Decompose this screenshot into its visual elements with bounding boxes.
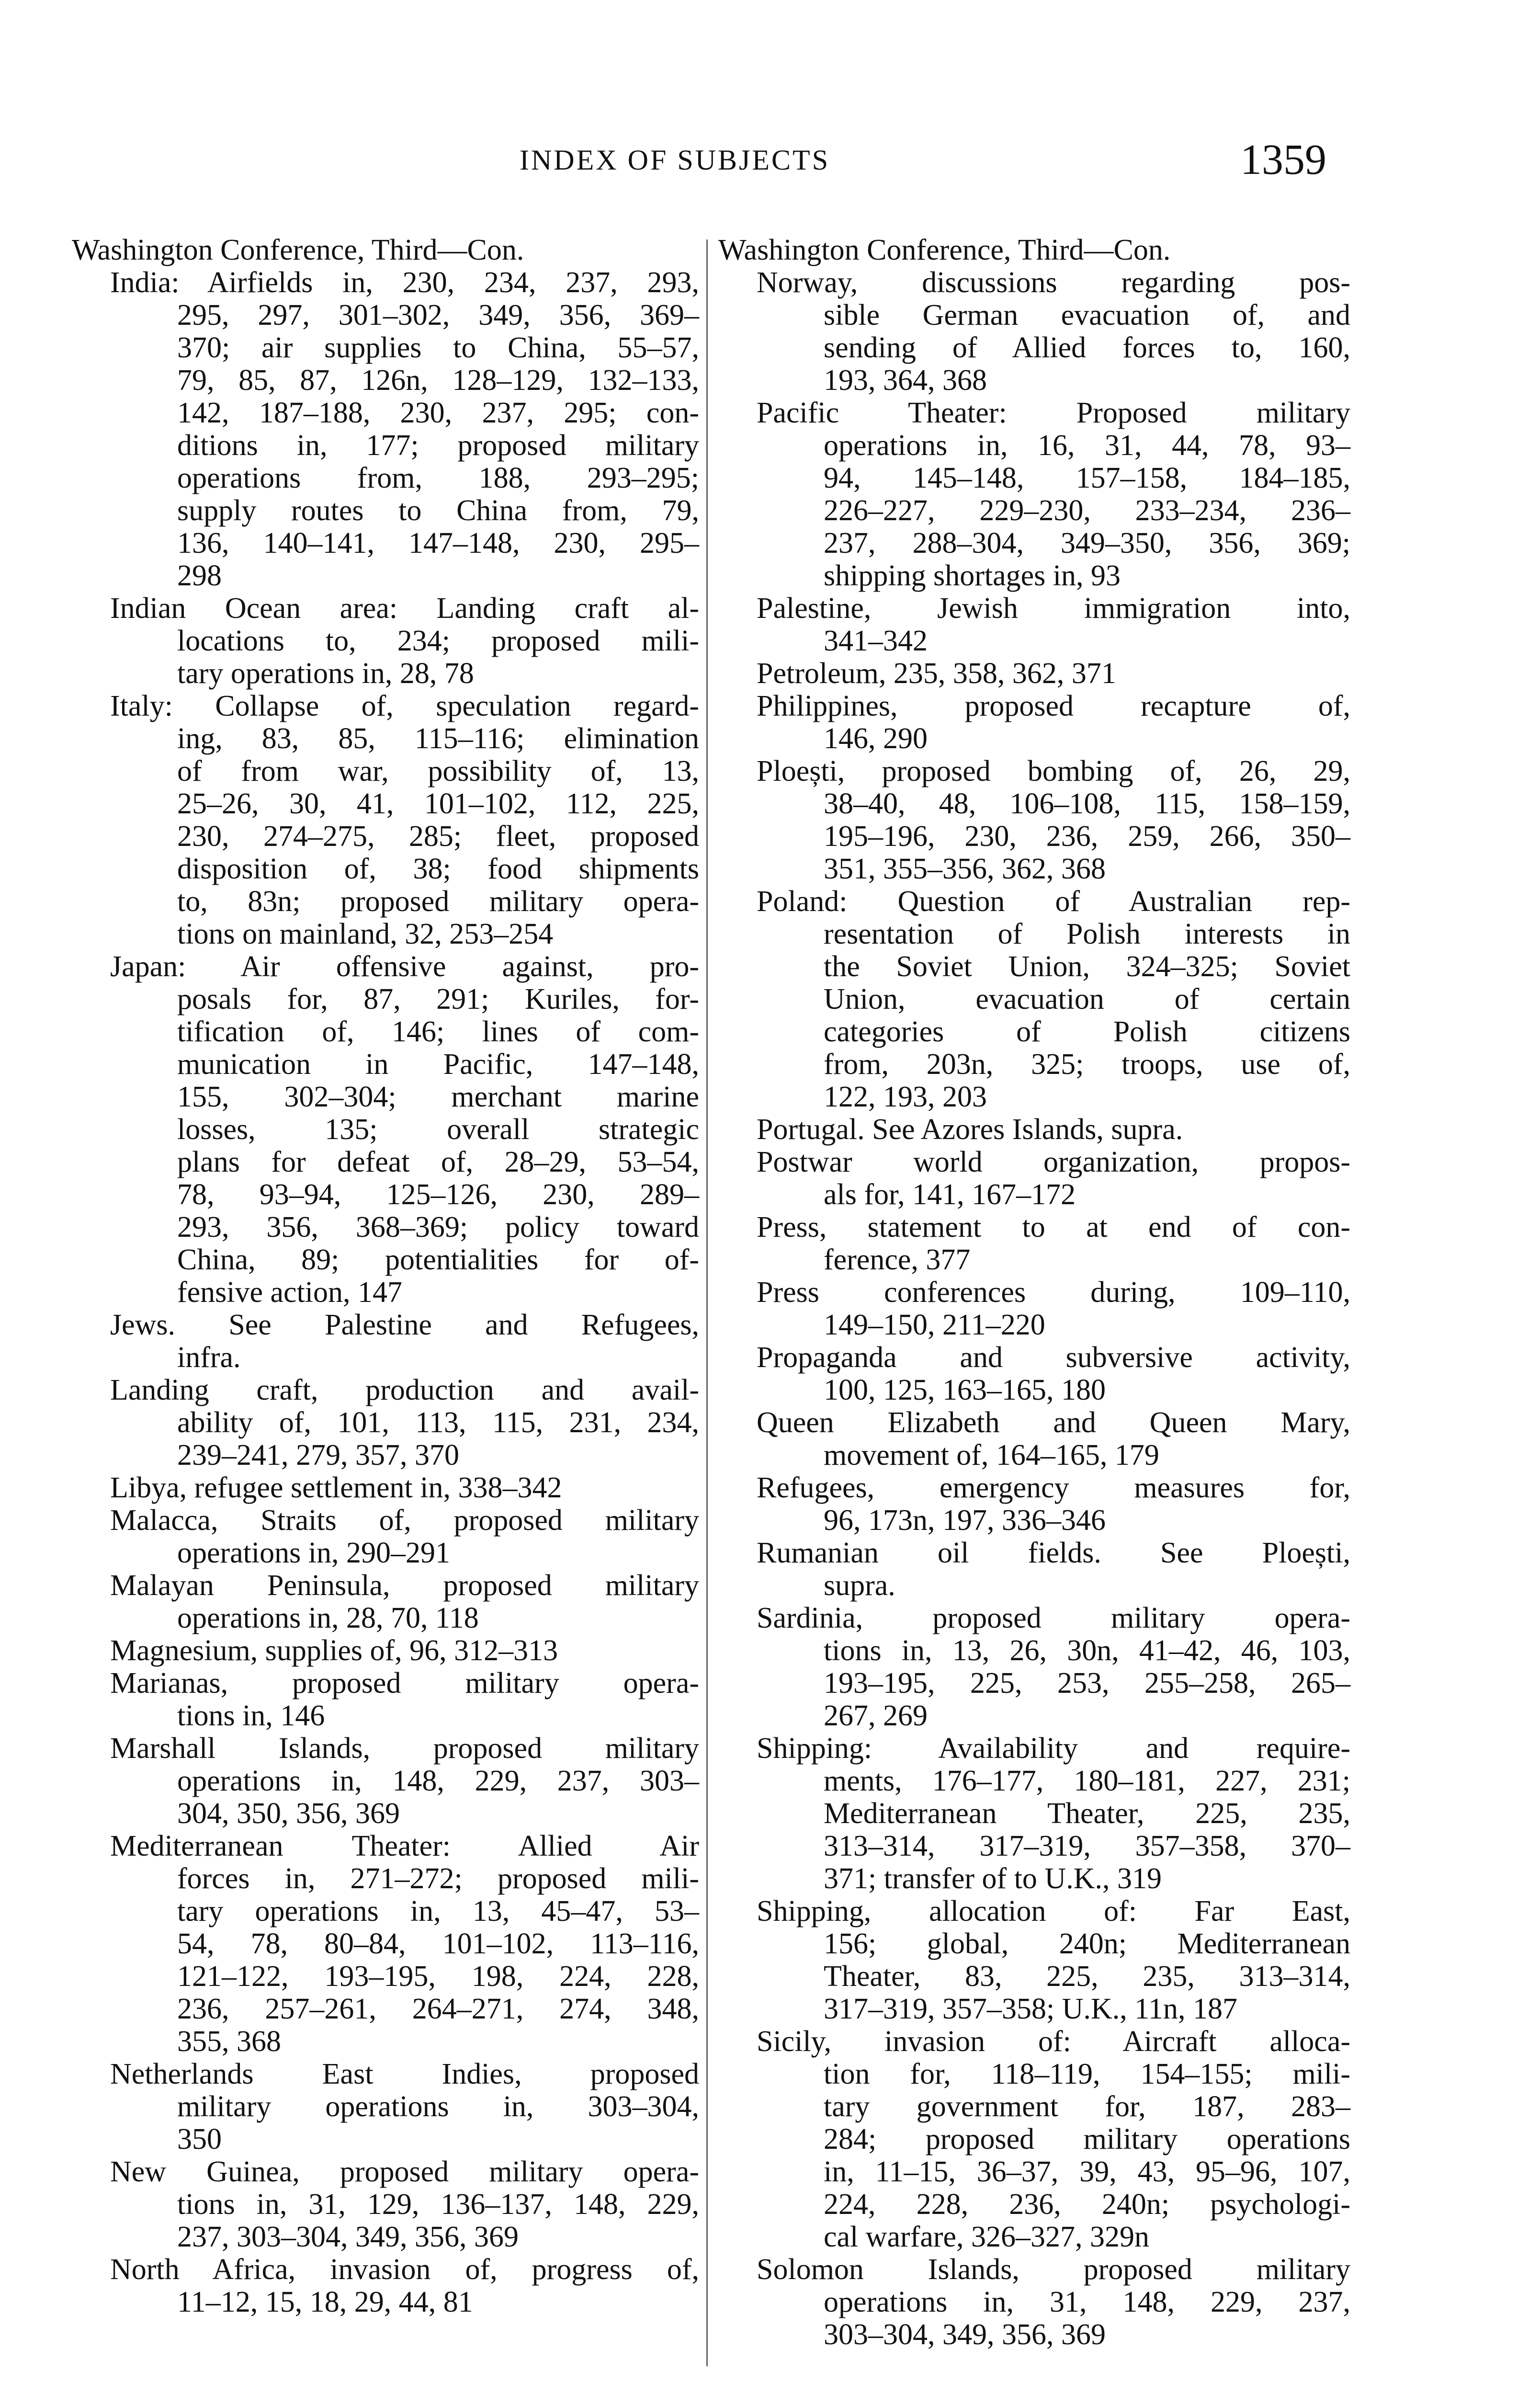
index-entry-line: tary operations in, 28, 78: [177, 657, 474, 690]
index-entry: [110, 1569, 699, 1634]
index-entry-line: 370; air supplies to China, 55–57,: [177, 331, 699, 364]
index-entry-line: North Africa, invasion of, progress of,: [110, 2253, 699, 2286]
index-entry-line: infra.: [177, 1341, 241, 1374]
index-entry-line: sible German evacuation of, and: [824, 299, 1350, 331]
index-entry-line: sending of Allied forces to, 160,: [824, 331, 1350, 364]
index-entry-line: shipping shortages in, 93: [824, 559, 1121, 592]
index-entry-line: ing, 83, 85, 115–116; elimination: [177, 722, 699, 755]
index-entry: [757, 1211, 1350, 1276]
index-entry-line: 350: [177, 2123, 222, 2156]
index-entry-line: 156; global, 240n; Mediterranean: [824, 1927, 1350, 1960]
index-entry-line: 304, 350, 356, 369: [177, 1797, 400, 1830]
index-entry-line: China, 89; potentialities for of-: [177, 1243, 699, 1276]
index-entry: [110, 2058, 699, 2156]
index-entry-line: Press, statement to at end of con-: [757, 1211, 1350, 1243]
index-entry-line: Mediterranean Theater, 225, 235,: [824, 1797, 1350, 1830]
index-entry: [757, 885, 1350, 1113]
index-entry: [757, 1113, 1350, 1146]
index-entry-line: Queen Elizabeth and Queen Mary,: [757, 1406, 1350, 1439]
index-entry-line: to, 83n; proposed military opera-: [177, 885, 699, 918]
index-entry-line: tion for, 118–119, 154–155; mili-: [824, 2058, 1350, 2090]
index-entry-line: 317–319, 357–358; U.K., 11n, 187: [824, 1993, 1237, 2025]
index-entry: [757, 266, 1350, 397]
index-entry-line: India: Airfields in, 230, 234, 237, 293,: [110, 266, 699, 299]
index-entry-line: Pacific Theater: Proposed military: [757, 397, 1350, 429]
index-entry: [110, 1667, 699, 1732]
index-entry-line: operations in, 16, 31, 44, 78, 93–: [824, 429, 1350, 462]
index-entry-line: 193, 364, 368: [824, 364, 987, 397]
index-entry-line: 313–314, 317–319, 357–358, 370–: [824, 1830, 1350, 1862]
index-entry-line: Rumanian oil fields. See Ploești,: [757, 1537, 1350, 1569]
index-entry-line: operations in, 31, 148, 229, 237,: [824, 2286, 1350, 2318]
index-entry-line: 146, 290: [824, 722, 928, 755]
index-entry: [757, 1471, 1350, 1537]
index-entry-line: forces in, 271–272; proposed mili-: [177, 1862, 699, 1895]
index-entry-line: ditions in, 177; proposed military: [177, 429, 699, 462]
index-entry-line: operations in, 290–291: [177, 1537, 450, 1569]
index-entry-line: supra.: [824, 1569, 895, 1602]
index-entry-line: operations from, 188, 293–295;: [177, 462, 699, 494]
index-entry-line: Japan: Air offensive against, pro-: [110, 950, 699, 983]
index-entry-line: categories of Polish citizens: [824, 1015, 1350, 1048]
index-entry-line: 94, 145–148, 157–158, 184–185,: [824, 462, 1350, 494]
index-entry: [110, 266, 699, 592]
index-entry-line: Italy: Collapse of, speculation regard-: [110, 690, 699, 722]
index-entry-line: resentation of Polish interests in: [824, 918, 1350, 950]
index-entry-line: 371; transfer of to U.K., 319: [824, 1862, 1162, 1895]
index-entry-line: 341–342: [824, 625, 928, 657]
index-entry: [757, 1146, 1350, 1211]
index-entry-line: tions in, 146: [177, 1699, 325, 1732]
index-entry-line: Indian Ocean area: Landing craft al-: [110, 592, 699, 625]
index-entry-line: 11–12, 15, 18, 29, 44, 81: [177, 2286, 473, 2318]
index-entry-line: 121–122, 193–195, 198, 224, 228,: [177, 1960, 699, 1993]
index-entry-line: 224, 228, 236, 240n; psychologi-: [824, 2188, 1350, 2221]
index-entry-line: cal warfare, 326–327, 329n: [824, 2221, 1150, 2253]
index-entry-line: operations in, 28, 70, 118: [177, 1602, 479, 1634]
index-entry: [757, 1406, 1350, 1471]
index-entry-line: ability of, 101, 113, 115, 231, 234,: [177, 1406, 699, 1439]
index-entry: [757, 1895, 1350, 2025]
index-entry-line: Palestine, Jewish immigration into,: [757, 592, 1350, 625]
index-entry: [757, 2253, 1350, 2351]
left-entries: [72, 266, 699, 2318]
index-entry-line: Theater, 83, 225, 235, 313–314,: [824, 1960, 1350, 1993]
index-entry-line: 193–195, 225, 253, 255–258, 265–: [824, 1667, 1350, 1699]
index-entry: [757, 1602, 1350, 1732]
index-entry-line: posals for, 87, 291; Kuriles, for-: [177, 983, 699, 1015]
index-entry-line: Sicily, invasion of: Aircraft alloca-: [757, 2025, 1350, 2058]
index-entry-line: Press conferences during, 109–110,: [757, 1276, 1350, 1309]
index-entry-line: ference, 377: [824, 1243, 971, 1276]
index-entry-line: plans for defeat of, 28–29, 53–54,: [177, 1146, 699, 1178]
index-entry-line: Shipping, allocation of: Far East,: [757, 1895, 1350, 1927]
index-entry-line: Sardinia, proposed military opera-: [757, 1602, 1350, 1634]
index-entry-line: 226–227, 229–230, 233–234, 236–: [824, 494, 1350, 527]
index-entry-line: Philippines, proposed recapture of,: [757, 690, 1350, 722]
index-entry: [757, 755, 1350, 885]
index-entry-line: Union, evacuation of certain: [824, 983, 1350, 1015]
index-entry: [757, 690, 1350, 755]
index-entry-line: Mediterranean Theater: Allied Air: [110, 1830, 699, 1862]
index-entry-line: Landing craft, production and avail-: [110, 1374, 699, 1406]
index-entry-line: 122, 193, 203: [824, 1081, 987, 1113]
index-entry-line: Ploești, proposed bombing of, 26, 29,: [757, 755, 1350, 787]
left-column: [72, 234, 699, 2318]
column-divider: [706, 240, 708, 2366]
index-entry-line: 295, 297, 301–302, 349, 356, 369–: [177, 299, 699, 331]
index-entry: [110, 2253, 699, 2318]
index-entry-line: tary operations in, 13, 45–47, 53–: [177, 1895, 699, 1927]
running-head: INDEX OF SUBJECTS: [520, 144, 830, 176]
index-entry: [757, 1276, 1350, 1341]
index-entry-line: 136, 140–141, 147–148, 230, 295–: [177, 527, 699, 559]
index-entry-line: 284; proposed military operations: [824, 2123, 1350, 2156]
index-entry-line: fensive action, 147: [177, 1276, 403, 1309]
index-entry-line: the Soviet Union, 324–325; Soviet: [824, 950, 1350, 983]
index-entry-line: losses, 135; overall strategic: [177, 1113, 699, 1146]
index-entry-line: 351, 355–356, 362, 368: [824, 853, 1106, 885]
index-entry-line: Libya, refugee settlement in, 338–342: [110, 1471, 562, 1504]
index-entry-line: 195–196, 230, 236, 259, 266, 350–: [824, 820, 1350, 853]
index-entry-line: 100, 125, 163–165, 180: [824, 1374, 1106, 1406]
index-entry-line: 25–26, 30, 41, 101–102, 112, 225,: [177, 787, 699, 820]
index-entry-line: tification of, 146; lines of com-: [177, 1015, 699, 1048]
index-entry: [757, 1341, 1350, 1406]
page-number: 1359: [1240, 136, 1326, 183]
index-entry-line: disposition of, 38; food shipments: [177, 853, 699, 885]
index-entry-line: Poland: Question of Australian rep-: [757, 885, 1350, 918]
right-entries: [718, 266, 1350, 2351]
index-entry: [110, 1504, 699, 1569]
index-entry-line: 267, 269: [824, 1699, 928, 1732]
index-entry-line: 149–150, 211–220: [824, 1309, 1045, 1341]
index-entry-line: 355, 368: [177, 2025, 281, 2058]
index-entry: [110, 1830, 699, 2058]
index-entry-line: 54, 78, 80–84, 101–102, 113–116,: [177, 1927, 699, 1960]
index-entry-line: Malacca, Straits of, proposed military: [110, 1504, 699, 1537]
right-column: [718, 234, 1350, 2351]
index-entry: [110, 1471, 699, 1504]
index-entry: [110, 690, 699, 950]
index-entry-line: tary government for, 187, 283–: [824, 2090, 1350, 2123]
index-entry-line: Postwar world organization, propos-: [757, 1146, 1350, 1178]
continuation-heading: Washington Conference, Third—Con.: [72, 234, 524, 266]
index-entry-line: Netherlands East Indies, proposed: [110, 2058, 699, 2090]
index-entry-line: 230, 274–275, 285; fleet, proposed: [177, 820, 699, 853]
index-entry-line: locations to, 234; proposed mili-: [177, 625, 699, 657]
continuation-heading: Washington Conference, Third—Con.: [718, 234, 1171, 266]
index-entry-line: 96, 173n, 197, 336–346: [824, 1504, 1106, 1537]
index-entry-line: 155, 302–304; merchant marine: [177, 1081, 699, 1113]
index-entry-line: Shipping: Availability and require-: [757, 1732, 1350, 1765]
index-entry-line: Petroleum, 235, 358, 362, 371: [757, 657, 1116, 690]
index-entry-line: 78, 93–94, 125–126, 230, 289–: [177, 1178, 699, 1211]
index-entry-line: 239–241, 279, 357, 370: [177, 1439, 459, 1471]
index-entry: [110, 950, 699, 1309]
index-entry-line: ments, 176–177, 180–181, 227, 231;: [824, 1765, 1350, 1797]
index-entry-line: tions in, 31, 129, 136–137, 148, 229,: [177, 2188, 699, 2221]
index-entry-line: 303–304, 349, 356, 369: [824, 2318, 1106, 2351]
index-entry: [110, 1374, 699, 1471]
index-entry-line: operations in, 148, 229, 237, 303–: [177, 1765, 699, 1797]
index-entry-line: Malayan Peninsula, proposed military: [110, 1569, 699, 1602]
index-entry-line: Marianas, proposed military opera-: [110, 1667, 699, 1699]
index-entry-line: of from war, possibility of, 13,: [177, 755, 699, 787]
index-entry-line: New Guinea, proposed military opera-: [110, 2156, 699, 2188]
index-entry: [757, 1537, 1350, 1602]
index-entry-line: 237, 303–304, 349, 356, 369: [177, 2221, 519, 2253]
index-entry-line: 237, 288–304, 349–350, 356, 369;: [824, 527, 1350, 559]
index-entry-line: 79, 85, 87, 126n, 128–129, 132–133,: [177, 364, 699, 397]
index-entry-line: Solomon Islands, proposed military: [757, 2253, 1350, 2286]
index-entry: [110, 1634, 699, 1667]
index-entry-line: movement of, 164–165, 179: [824, 1439, 1159, 1471]
index-entry-line: als for, 141, 167–172: [824, 1178, 1076, 1211]
index-entry-line: tions on mainland, 32, 253–254: [177, 918, 554, 950]
index-entry: [757, 2025, 1350, 2253]
index-entry: [757, 592, 1350, 657]
index-entry-line: 293, 356, 368–369; policy toward: [177, 1211, 699, 1243]
index-entry-line: in, 11–15, 36–37, 39, 43, 95–96, 107,: [824, 2156, 1350, 2188]
index-entry-line: 298: [177, 559, 222, 592]
index-entry-line: 142, 187–188, 230, 237, 295; con-: [177, 397, 699, 429]
index-entry-line: 236, 257–261, 264–271, 274, 348,: [177, 1993, 699, 2025]
index-entry-line: munication in Pacific, 147–148,: [177, 1048, 699, 1081]
index-entry: [110, 1309, 699, 1374]
index-entry-line: tions in, 13, 26, 30n, 41–42, 46, 103,: [824, 1634, 1350, 1667]
index-entry: [110, 592, 699, 690]
index-entry: [110, 2156, 699, 2253]
index-entry: [110, 1732, 699, 1830]
index-entry: [757, 397, 1350, 592]
index-entry-line: Propaganda and subversive activity,: [757, 1341, 1350, 1374]
index-entry-line: supply routes to China from, 79,: [177, 494, 699, 527]
index-entry-line: 38–40, 48, 106–108, 115, 158–159,: [824, 787, 1350, 820]
index-entry-line: from, 203n, 325; troops, use of,: [824, 1048, 1350, 1081]
index-entry-line: Jews. See Palestine and Refugees,: [110, 1309, 699, 1341]
index-entry: [757, 1732, 1350, 1895]
index-entry-line: military operations in, 303–304,: [177, 2090, 699, 2123]
index-entry-line: Norway, discussions regarding pos-: [757, 266, 1350, 299]
index-entry-line: Refugees, emergency measures for,: [757, 1471, 1350, 1504]
index-entry: [757, 657, 1350, 690]
index-entry-line: Magnesium, supplies of, 96, 312–313: [110, 1634, 558, 1667]
index-entry-line: Marshall Islands, proposed military: [110, 1732, 699, 1765]
index-entry-line: Portugal. See Azores Islands, supra.: [757, 1113, 1183, 1146]
